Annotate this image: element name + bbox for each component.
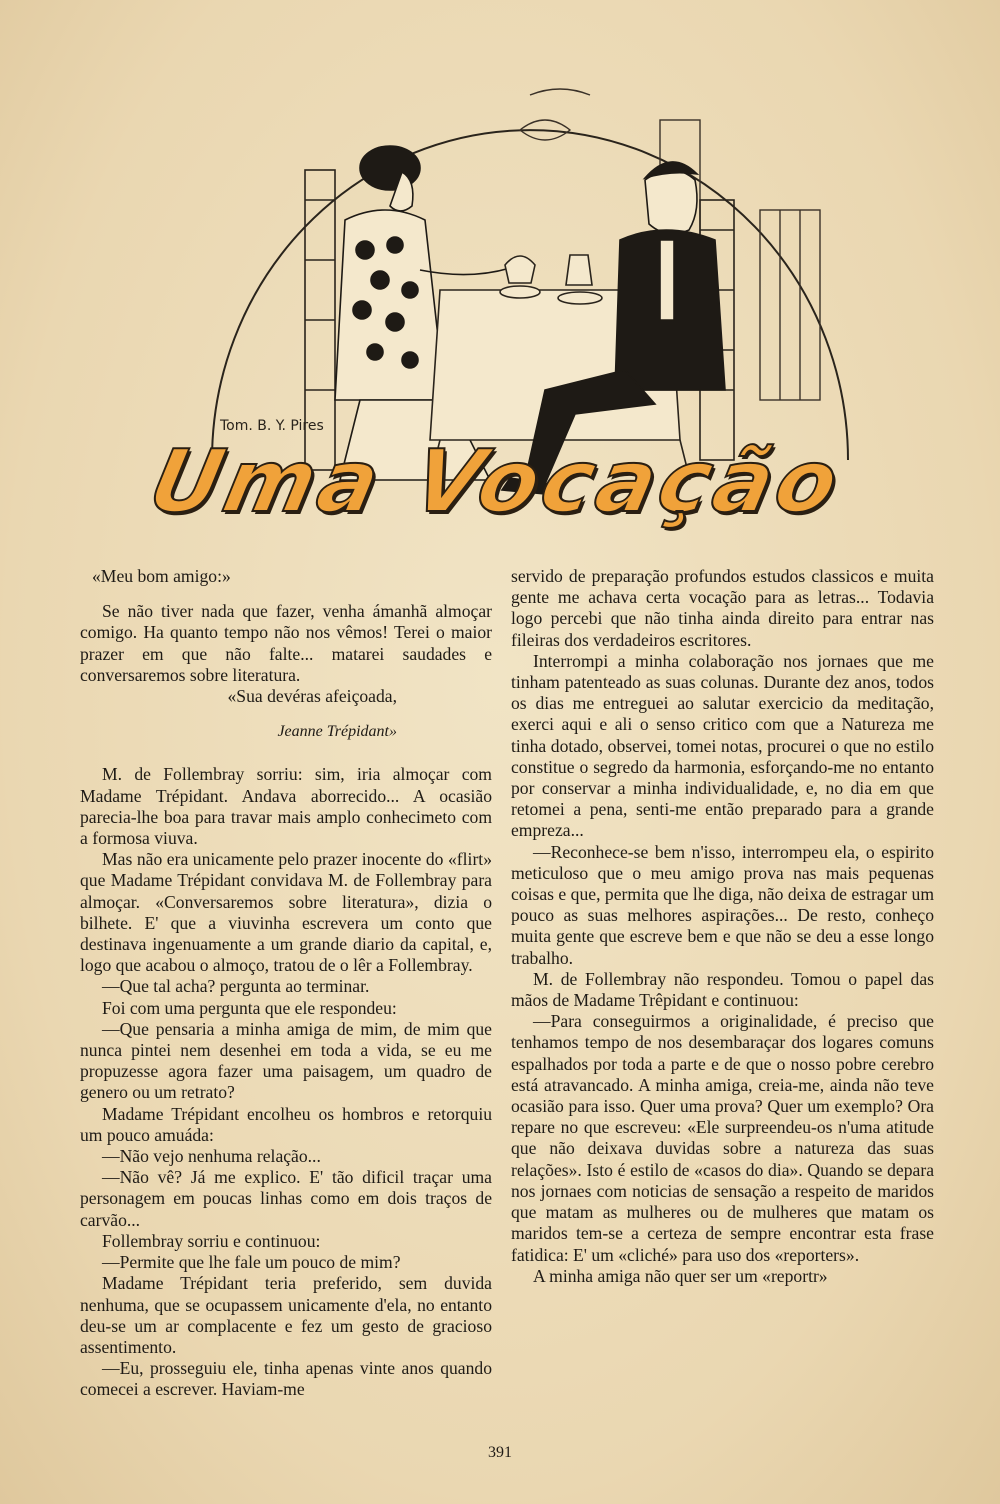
paragraph: M. de Follembray sorriu: sim, iria almoçar com Madame Trépidant. Andava aborrecido... A ocasião parecia-lhe boa para travar mais amplo conhecimeto com a formosa viuva. <box>80 764 492 849</box>
paragraph: M. de Follembray não respondeu. Tomou o papel das mãos de Madame Trêpidant e continuou: <box>511 968 934 1011</box>
page-number: 391 <box>488 1444 512 1461</box>
letter-body: Se não tiver nada que fazer, venha ámanhã almoçar comigo. Ha quanto tempo não nos vêmos! Terei o maior prazer em que não falte... matarei saudades e conversaremos sobre literatura. <box>80 601 492 685</box>
paragraph: —Que tal acha? pergunta ao terminar. <box>102 976 370 997</box>
article-title: Uma Vocação <box>141 432 851 532</box>
paragraph: Interrompi a minha colaboração nos jornaes que me tinham patenteado as suas colunas. Durante dez anos, todos os dias me entreguei ao salutar exercicio da meditação, exerci aqui e ali o senso critico com que a Natureza me tinha dotado, observei, tomei notas, procurei o que no estilo constitue o segredo da harmonia, esforçando-me no entanto por conservar a minha individualidade, e, no dia em que retomei a pena, senti-me então preparado para a grande empreza... <box>511 650 934 841</box>
paragraph: Follembray sorriu e continuou: <box>102 1230 321 1251</box>
paragraph: Madame Trépidant teria preferido, sem duvida nenhuma, que se ocupassem unicamente d'ela, no entanto deu-se um ar complacente e fez um gesto de gracioso assentimento. <box>80 1273 492 1357</box>
paragraph: Mas não era unicamente pelo prazer inocente do «flirt» que Madame Trépidant convidava M. de Follembray para almoçar. «Conversaremos sobre literatura», dizia o bilhete. E' que a viuvinha escrevera um conto que destinava ingenuamente a um grande diario da capital, e, logo que acabou o almoço, tratou de o lêr a Follembray. <box>80 849 492 976</box>
letter-salutation: «Meu bom amigo:» <box>92 566 231 586</box>
paragraph: —Reconhece-se bem n'isso, interrompeu ela, o espirito meticuloso que o meu amigo prova nas mais pequenas coisas e que, permita que lhe diga, não deixa de estragar um pouco as suas melhores aspirações... De resto, conheço muita gente que escreve bem e que não se deu a esse longo trabalho. <box>511 841 934 968</box>
letter-signature: Jeanne Trépidant» <box>277 723 397 741</box>
letter-closing: «Sua devéras afeiçoada, <box>227 686 397 707</box>
paragraph: —Não vê? Já me explico. E' tão dificil traçar uma personagem em poucas linhas como em dois traços de carvão... <box>80 1167 492 1230</box>
right-column <box>511 566 934 1287</box>
paragraph: Madame Trépidant encolheu os hombros e retorquiu um pouco amuáda: <box>80 1103 492 1145</box>
left-column <box>80 566 492 1401</box>
paragraph: servido de preparação profundos estudos classicos e muita gente me achava certa vocação para as letras... Todavia logo percebi que não tinha ainda direito para entrar nas fileiras dos verdadeiros escritores. <box>511 566 934 650</box>
paragraph: —Eu, prosseguiu ele, tinha apenas vinte anos quando comecei a escrever. Haviam-me <box>80 1358 492 1400</box>
paragraph: —Não vejo nenhuma relação... <box>102 1146 321 1167</box>
paragraph: Foi com uma pergunta que ele respondeu: <box>102 997 397 1018</box>
paragraph: —Para conseguirmos a originalidade, é preciso que tenhamos tempo de nos desembaraçar dos logares comuns espalhados por toda a parte e de que o nosso pobre cerebro está atravancado. A minha amiga, creia-me, ainda não teve ocasião para isso. Quer uma prova? Quer um exemplo? Ora repare no que escreveu: «Ele surpreendeu-os n'uma atitude que não deixava duvidas sobre a natureza das suas relações». Isto é estilo de «casos do dia». Quando se depara nos jornaes com noticias de sensação a respeito de maridos que matam as mulheres ou de mulheres que matam os maridos tem-se a certeza de sempre encontrar esta frase fatidica: E' um «cliché» para uso dos «reporters». <box>511 1011 934 1265</box>
paragraph: A minha amiga não quer ser um «reportr» <box>533 1265 828 1286</box>
paragraph: —Permite que lhe fale um pouco de mim? <box>102 1252 401 1273</box>
artist-signature: Tom. B. Y. Pires <box>220 418 324 434</box>
paragraph: —Que pensaria a minha amiga de mim, de mim que nunca pintei nem desenhei em toda a vida, se eu me propuzesse agora fazer uma paisagem, um quadro de genero ou um retrato? <box>80 1018 492 1103</box>
